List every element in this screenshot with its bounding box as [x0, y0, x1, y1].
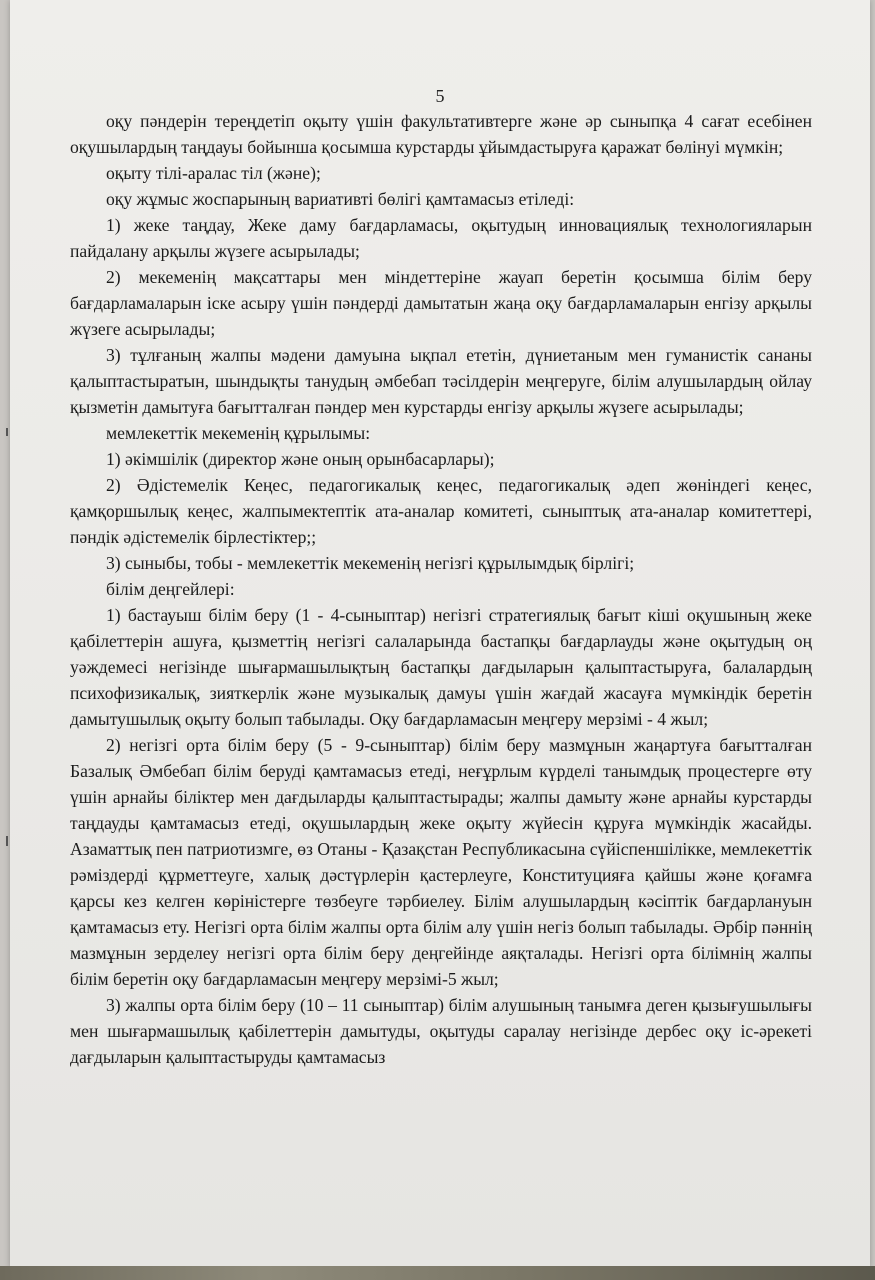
- paragraph: білім деңгейлері:: [106, 579, 235, 599]
- paragraph: 3) сыныбы, тобы - мемлекеттік мекеменің негізгі құрылымдық бірлігі;: [106, 553, 635, 573]
- page-number: 5: [435, 86, 445, 106]
- paragraph: 2) мекеменің мақсаттары мен міндеттеріне жауап беретін қосымша білім беру бағдарламаларын іске асыру үшін пәндерді дамытатын жаңа оқу бағдарламаларын енгізу арқылы жүзеге асырылады;: [70, 267, 812, 339]
- document-body: [70, 108, 812, 1070]
- paragraph: 3) тұлғаның жалпы мәдени дамуына ықпал ететін, дүниетаным мен гуманистік сананы қалыптастыратын, шындықты танудың әмбебап тәсілдерін меңгеруге, білім алушылардың ойлау қызметін дамытуға бағытталған пәндер мен курстарды енгізу арқылы жүзеге асырылады;: [70, 345, 812, 417]
- paragraph: 3) жалпы орта білім беру (10 – 11 сыныптар) білім алушының танымға деген қызығушылығы мен шығармашылық қабілеттерін дамытуды, оқытуды саралау негізінде дербес оқу іс-әрекеті дағдыларын қалыптастыруды қамтамасыз: [70, 995, 812, 1067]
- paragraph: оқыту тілі-аралас тіл (және);: [106, 163, 321, 183]
- margin-mark: [6, 836, 8, 846]
- paragraph: 2) негізгі орта білім беру (5 - 9-сыныптар) білім беру мазмұнын жаңартуға бағытталған Базалық Әмбебап білім беруді қамтамасыз етеді, неғұрлым күрделі танымдық процестерге өту үшін арнайы біліктер мен дағдыларды қалыптастырады; жалпы дамыту және арнайы курстарды таңдауды қамтамасыз етеді, оқушылардың жеке оқыту жүйесін құруға мүмкіндік жасайды. Азаматтық пен патриотизмге, өз Отаны - Қазақстан Республикасына сүйіспеншілікке, мемлекеттік рәміздерді құрметтеуге, халық дәстүрлерін қастерлеуге, Конституцияға қайшы және қоғамға қарсы кез келген көріністерге төзбеуге тәрбиелеу. Білім алушылардың кәсіптік бағдарлануын қамтамасыз ету. Негізгі орта білім жалпы орта білім алу үшін негіз болып табылады. Әрбір пәннің мазмұнын зерделеу негізгі орта білім беру деңгейінде аяқталады. Негізгі орта білімнің жалпы білім беретін оқу бағдарламасын меңгеру мерзімі-5 жыл;: [70, 735, 812, 989]
- paragraph: оқу пәндерін тереңдетіп оқыту үшін факультативтерге және әр сыныпқа 4 сағат есебінен оқушылардың таңдауы бойынша қосымша курстарды ұйымдастыруға қаражат бөлінуі мүмкін;: [70, 111, 812, 157]
- paragraph: мемлекеттік мекеменің құрылымы:: [106, 423, 371, 443]
- paragraph: 1) бастауыш білім беру (1 - 4-сыныптар) негізгі стратегиялық бағыт кіші оқушының жеке қабілеттерін ашуға, қызметтің негізгі салаларында бастапқы бағдарлауды және оқытудың оң уәждемесі негізінде шығармашылықтың бастапқы дағдыларын қалыптастыруға, балалардың психофизикалық, зияткерлік және музыкалық дамуы үшін жағдай жасауға мүмкіндік беретін дамытушылық оқыту болып табылады. Оқу бағдарламасын меңгеру мерзімі - 4 жыл;: [70, 605, 812, 729]
- paragraph: 2) Әдістемелік Кеңес, педагогикалық кеңес, педагогикалық әдеп жөніндегі кеңес, қамқоршылық кеңес, жалпымектептік ата-аналар комитеті, сыныптық ата-аналар комитеттері, пәндік әдістемелік бірлестіктер;;: [70, 475, 812, 547]
- paragraph: 1) жеке таңдау, Жеке даму бағдарламасы, оқытудың инновациялық технологияларын пайдалану арқылы жүзеге асырылады;: [70, 215, 812, 261]
- desk-surface: [0, 1266, 875, 1280]
- paragraph: оқу жұмыс жоспарының вариативті бөлігі қамтамасыз етіледі:: [106, 189, 575, 209]
- paragraph: 1) әкімшілік (директор және оның орынбасарлары);: [106, 449, 495, 469]
- document-page: [10, 0, 870, 1268]
- margin-mark: [6, 428, 8, 436]
